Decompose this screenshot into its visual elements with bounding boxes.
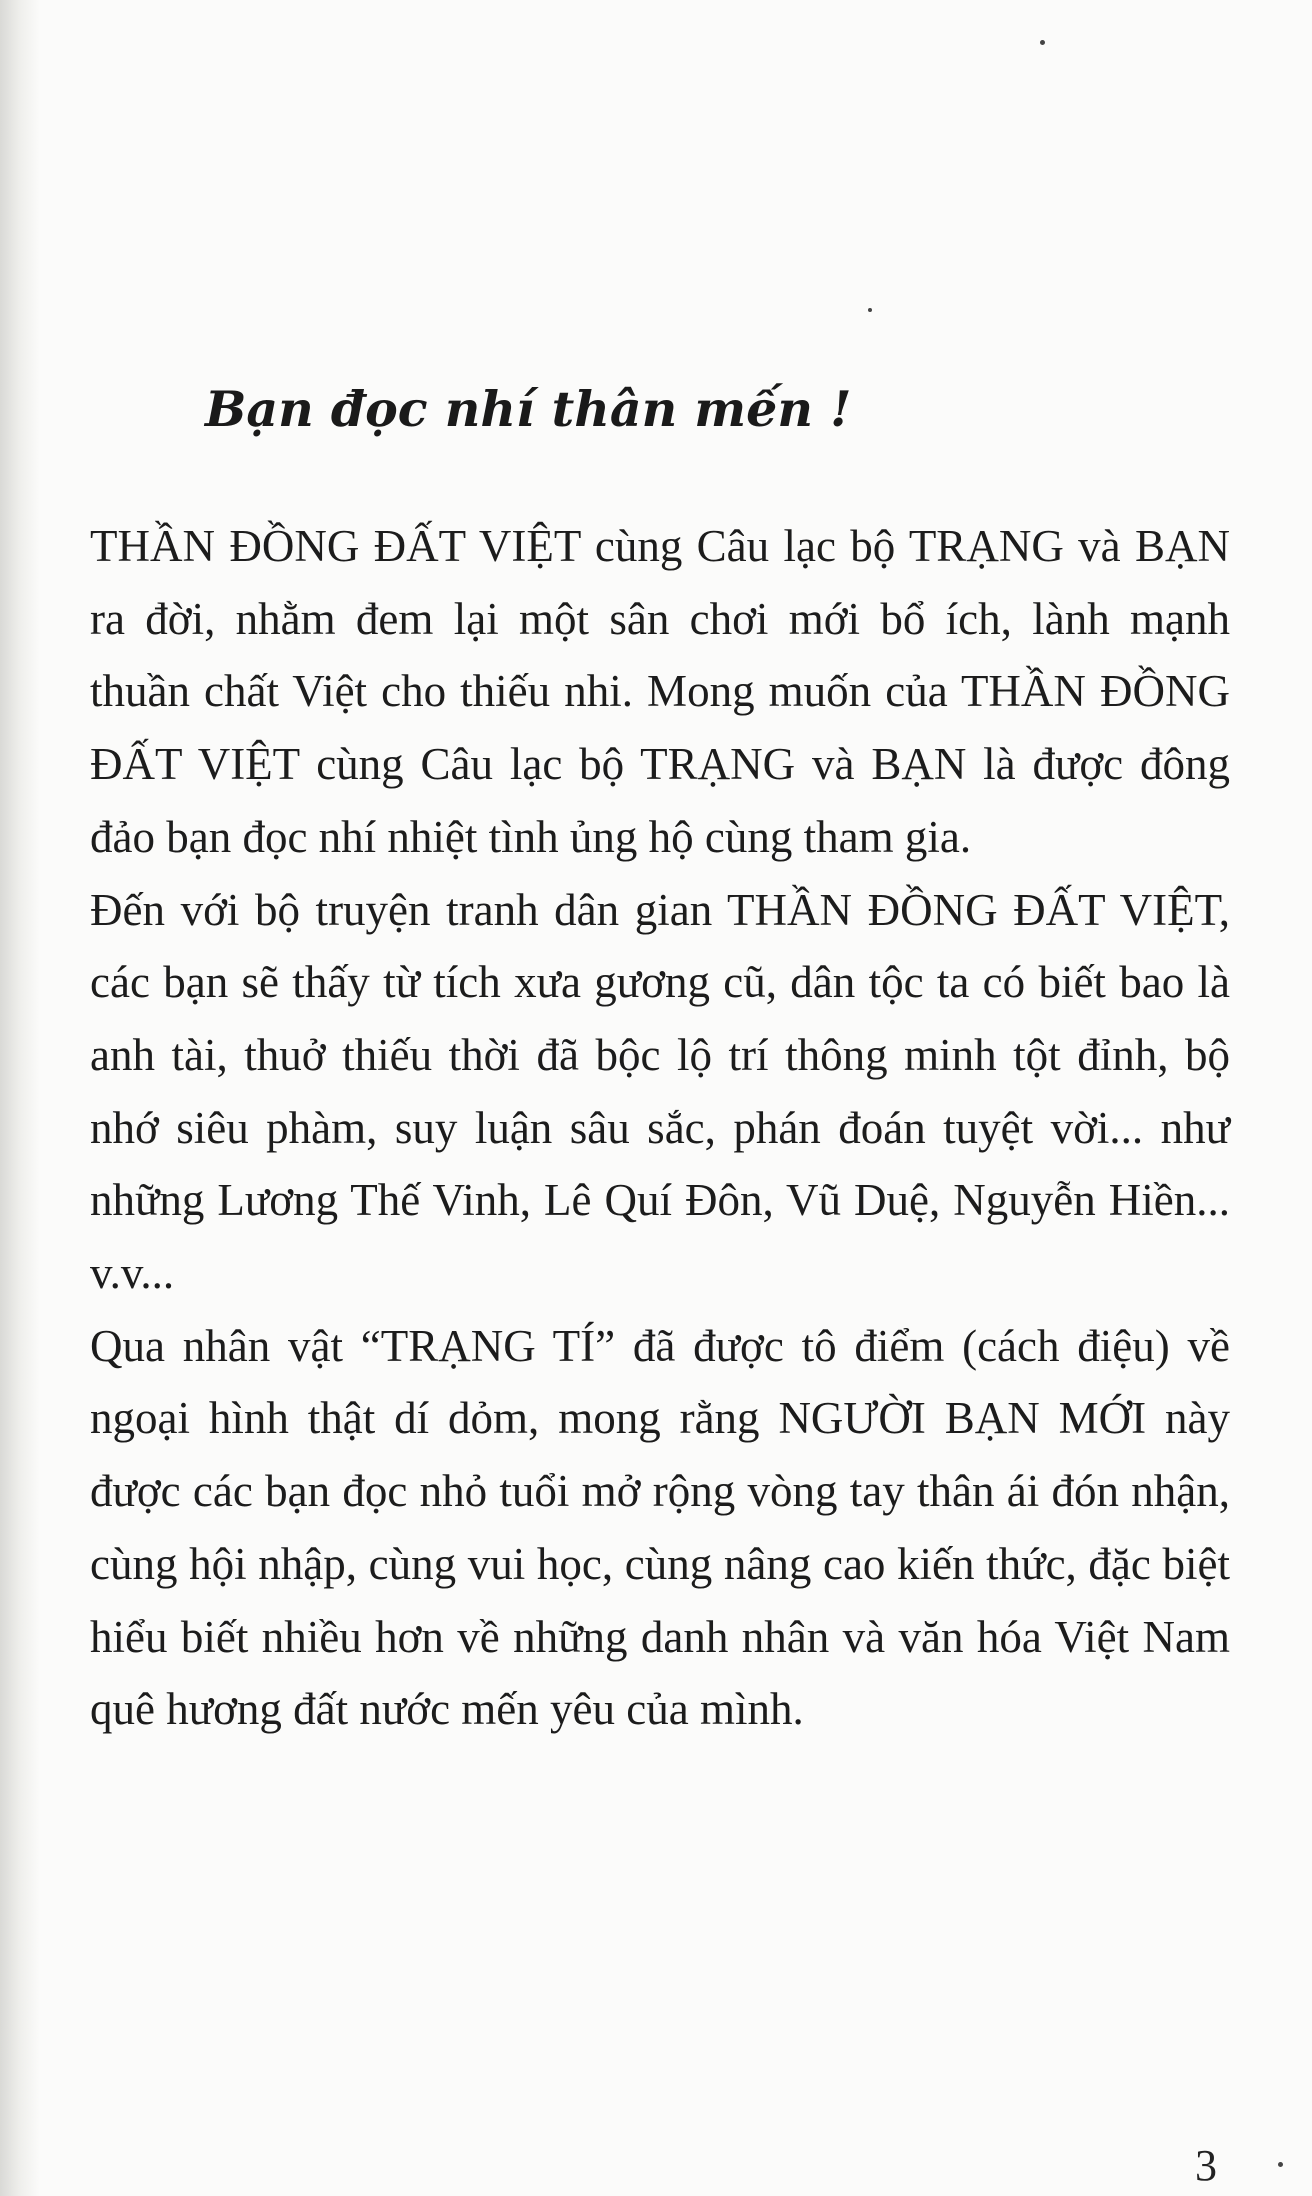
body-text [90, 510, 1230, 1746]
paragraph: Qua nhân vật “TRẠNG TÍ” đã được tô điểm (cách điệu) về ngoại hình thật dí dỏm, mong rằng NGƯỜI BẠN MỚI này được các bạn đọc nhỏ tuổi mở rộng vòng tay thân ái đón nhận, cùng hội nhập, cùng vui học, cùng nâng cao kiến thức, đặc biệt hiểu biết nhiều hơn về những danh nhân và văn hóa Việt Nam quê hương đất nước mến yêu của mình. [90, 1320, 1230, 1735]
spine-shadow [0, 0, 40, 2196]
paragraph: Đến với bộ truyện tranh dân gian THẦN ĐỒNG ĐẤT VIỆT, các bạn sẽ thấy từ tích xưa gương cũ, dân tộc ta có biết bao là anh tài, thuở thiếu thời đã bộc lộ trí thông minh tột đỉnh, bộ nhớ siêu phàm, suy luận sâu sắc, phán đoán tuyệt vời... như những Lương Thế Vinh, Lê Quí Đôn, Vũ Duệ, Nguyễn Hiền... v.v... [90, 884, 1230, 1299]
print-speck [1278, 2162, 1283, 2167]
page-number: 3 [1195, 2141, 1217, 2190]
print-speck [1040, 40, 1045, 45]
paragraph: THẦN ĐỒNG ĐẤT VIỆT cùng Câu lạc bộ TRẠNG và BẠN ra đời, nhằm đem lại một sân chơi mới bổ ích, lành mạnh thuần chất Việt cho thiếu nhi. Mong muốn của THẦN ĐỒNG ĐẤT VIỆT cùng Câu lạc bộ TRẠNG và BẠN là được đông đảo bạn đọc nhí nhiệt tình ủng hộ cùng tham gia. [90, 521, 1230, 862]
page-heading: Bạn đọc nhí thân mến ! [205, 380, 852, 438]
print-speck [868, 308, 872, 312]
